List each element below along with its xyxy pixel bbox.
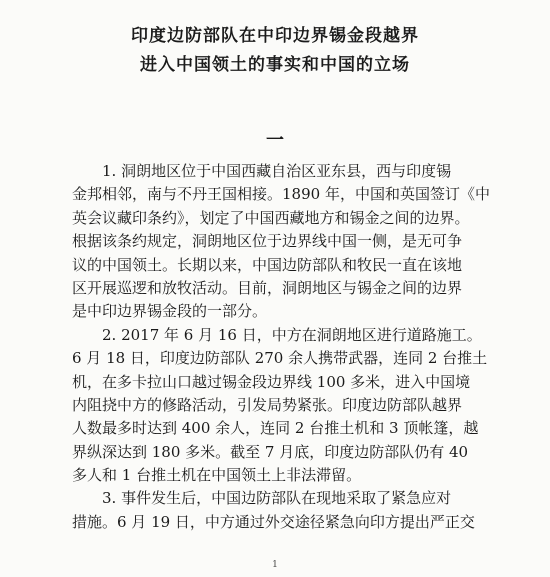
title-line-1: 印度边防部队在中印边界锡金段越界	[131, 26, 419, 46]
paragraph-2-line: 多人和 1 台推土机在中国领土上非法滞留。	[72, 466, 362, 485]
paragraph-2-line: 人数最多时达到 400 余人，连同 2 台推土机和 3 顶帐篷，越	[72, 419, 479, 438]
paragraph-3-line: 措施。6 月 19 日，中方通过外交途径紧急向印方提出严正交	[72, 512, 475, 531]
paragraph-3-line: 3. 事件发生后，中国边防部队在现地采取了紧急应对	[102, 489, 452, 508]
paragraph-1-line: 议的中国领土。长期以来，中国边防部队和牧民一直在该地	[72, 255, 463, 274]
paragraph-2-line: 2. 2017 年 6 月 16 日，中方在洞朗地区进行道路施工。	[102, 325, 482, 344]
section-heading: 一	[266, 130, 284, 151]
paragraph-2-line: 界纵深达到 180 多米。截至 7 月底，印度边防部队仍有 40	[72, 442, 469, 461]
paragraph-1-line: 1. 洞朗地区位于中国西藏自治区亚东县，西与印度锡	[102, 162, 452, 180]
paragraph-2-line: 内阻挠中方的修路活动，引发局势紧张。印度边防部队越界	[72, 395, 463, 414]
paragraph-2-line: 机，在多卡拉山口越过锡金段边界线 100 多米，进入中国境	[72, 372, 471, 391]
document-body	[72, 160, 492, 534]
title-line-2: 进入中国领土的事实和中国的立场	[140, 55, 410, 75]
document-title	[0, 22, 550, 80]
paragraph-1-line: 区开展巡逻和放牧活动。目前，洞朗地区与锡金之间的边界	[72, 278, 463, 297]
paragraph-2-line: 6 月 18 日，印度边防部队 270 余人携带武器，连同 2 台推土	[72, 349, 488, 368]
paragraph-1-line: 是中印边界锡金段的一部分。	[72, 302, 268, 321]
paragraph-1-line: 英会议藏印条约》，划定了中国西藏地方和锡金之间的边界。	[72, 208, 470, 227]
paragraph-1-line: 根据该条约规定，洞朗地区位于边界线中国一侧，是无可争	[72, 232, 463, 251]
page-number: 1	[272, 560, 278, 570]
paragraph-1-line: 金邦相邻，南与不丹王国相接。1890 年，中国和英国签订《中	[72, 185, 490, 204]
